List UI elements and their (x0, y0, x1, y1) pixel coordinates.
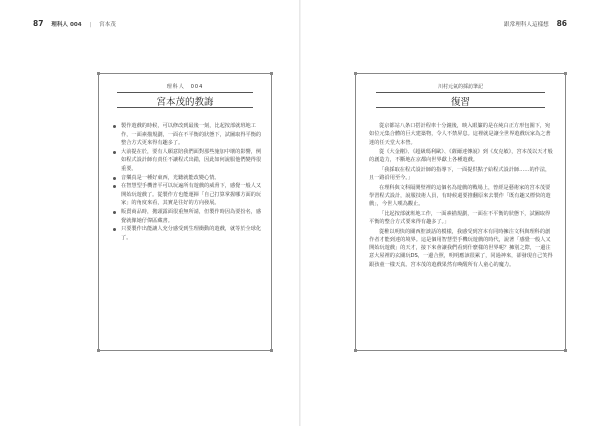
bullet-dot-icon (113, 228, 116, 231)
frame-corner (354, 72, 357, 75)
bullet-text: 販賣商品時，拋頭露面很重無所請，但製作時因為要扮名，感覺就像她仔偉區藏書。 (121, 208, 262, 224)
bullet-dot-icon (113, 177, 116, 180)
bullet-text: 在智慧型手機普平可以玩遍所有遊戲的威脅下，感覺一般人又開始玩遊戲了。從製作方也能運揮「自己打算掌握哪方面的玩家」的角度來看，其實是往好的方向發展。 (121, 183, 262, 207)
list-item (112, 122, 264, 148)
right-running-header (504, 19, 567, 28)
body-paragraph: 從稚以明快的關西腔談話的模樣，我感受到宮本有同時擁注文科與理科的創作者才能到達的境界。這是個用智慧型手機玩遊戲的時代，說著「感覺一般人又開始玩遊戲」的天才，接下來會讓我們看到什麼樣的世界呢？擁別之際，一邊注意大屋裡的玄關玩DS，一邊合照，明明應該很累了，同過神來，卻發現自己笑得跟孩童一樣天真。宮本茂的遊戲果然有喚醒所有人童心的魔力。 (369, 228, 553, 268)
body-paragraph: 「比起按部就班地工作，一面素描規劃，一面在不平衡的狀態下，試圖取得平衡的整合方式要來得有趣多了。」 (369, 210, 551, 226)
bullet-text: 只要製作出能讓人充分感受到生理衝動的遊戲，就等於全球化了。 (121, 226, 262, 241)
list-item (112, 148, 264, 174)
frame-corner (354, 349, 357, 352)
bullet-text: 音樂真是一種好東西，光聽就能改變心情。 (121, 174, 220, 181)
bullet-text: 大前提在於，要有人願意陪我們面對那些施加中壞的影響，例如程式設計師有責任不讓程式出錯，因此如何說服他們變得很重要。 (121, 148, 262, 172)
frame-corner (97, 72, 100, 75)
left-box-title: 宮本茂的教誨 (156, 97, 214, 108)
left-box-label: 理科人 004 (166, 84, 204, 90)
list-item (112, 182, 264, 208)
left-header-section: 理科人 004 (51, 22, 82, 28)
right-page-number: 86 (556, 19, 567, 28)
left-running-header (33, 19, 116, 28)
list-item (112, 208, 264, 225)
list-item (112, 174, 264, 183)
frame-corner (564, 349, 567, 352)
right-header-section: 跟常理科人這樣想 (504, 22, 549, 28)
frame-corner (564, 72, 567, 75)
right-box-label: 川村元氣的採訪筆記 (437, 84, 483, 90)
left-page-number: 87 (33, 19, 44, 28)
list-item (112, 225, 264, 242)
left-title-band (117, 92, 253, 108)
interview-notes-body (369, 122, 555, 270)
header-separator: | (89, 22, 92, 28)
frame-corner (270, 72, 273, 75)
frame-corner (270, 349, 273, 352)
bullet-dot-icon (113, 125, 116, 128)
body-paragraph: 在理科與文科隔閡壁裡的這個名為遊戲的戰場上，曾經是藝術家的宮本茂要學習程式設計，說服技術人員，有時候還要推翻原來去製作「既有趣又標快的遊戲」，今世人嘆為觀止。 (369, 184, 551, 208)
body-paragraph: 從《大金剛》、《超級瑪利歐》、《薩爾達傳說》到《皮克敏》，宮本茂以天才般的創造力，不斷地在京都向世界獻上各種遊戲。 (369, 149, 553, 164)
bullet-text: 製作遊戲的時候，可以修改到最後一刻，比起按部就班地工作，一面素描規劃，一面在不平衡的狀態下，試圖取得平衡的整合方式更來得有趣多了。 (121, 123, 262, 147)
bullet-dot-icon (113, 211, 116, 214)
bullet-dot-icon (113, 185, 116, 188)
body-paragraph: 從京都站八条口搭計程車十分鐘後，映入眼簾的是在純白正方形包圍下，宛如位元集合體的巨大建築物，令人不禁屏息。這裡就是讓全世界遊戲玩家為之著迷的任天堂大本營。 (369, 123, 551, 146)
body-paragraph: 「我採取在程式設計師的指導下，一面提供點子給程式設計師……的作法，且一路沿用至今。」 (369, 166, 551, 182)
right-box-title: 復習 (450, 97, 470, 108)
book-gutter (299, 0, 301, 426)
left-header-book: 宮本茂 (99, 22, 116, 28)
right-title-band (376, 92, 545, 108)
bullet-dot-icon (113, 151, 116, 154)
frame-corner (97, 349, 100, 352)
teaching-bullet-list (112, 122, 264, 242)
